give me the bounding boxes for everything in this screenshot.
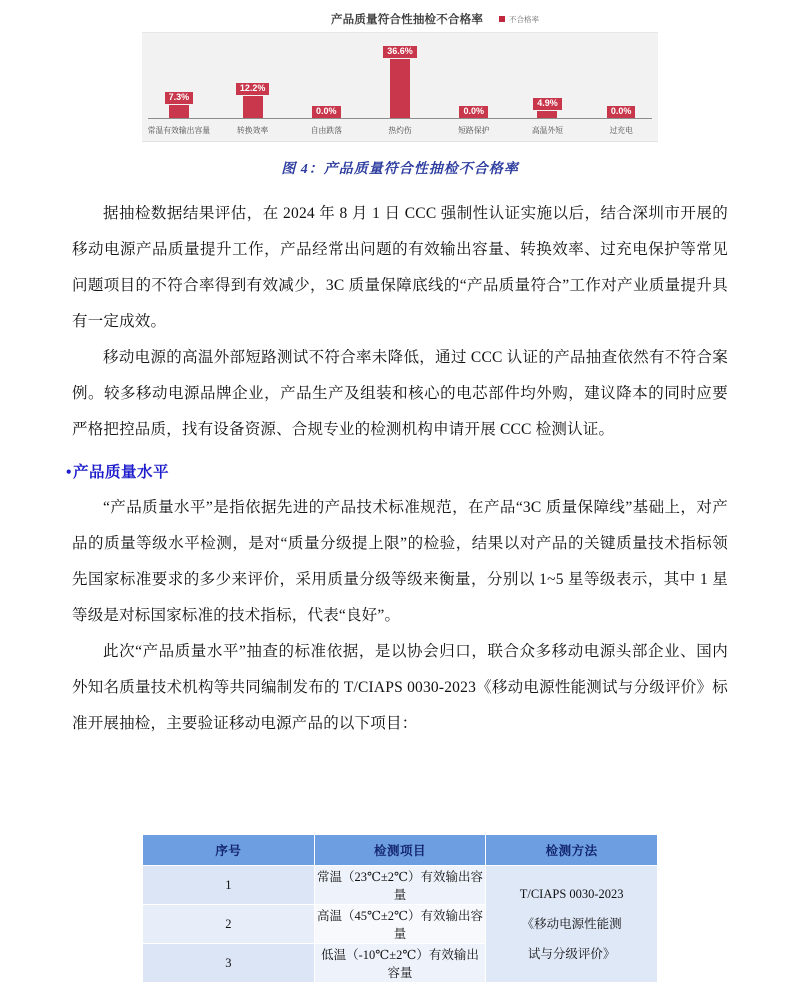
bar-slot bbox=[289, 33, 363, 119]
paragraph: 据抽检数据结果评估，在 2024 年 8 月 1 日 CCC 强制性认证实施以后，结合深圳市开展的移动电源产品质量提升工作，产品经常出问题的有效输出容量、转换效率、过充电保护等常见问题项目的不符合率得到有效减少，3C 质量保障底线的“产品质量符合”工作对产业质量提升具有一定成效。 bbox=[72, 205, 728, 330]
bar-value-label: 36.6% bbox=[383, 46, 417, 58]
bar-value-label: 0.0% bbox=[607, 106, 636, 118]
method-standard-line-2: 试与分级评价》 bbox=[527, 947, 616, 961]
paragraph: 此次“产品质量水平”抽查的标准依据，是以协会归口，联合众多移动电源头部企业、国内外知名质量技术机构等共同编制发布的 T/CIAPS 0030-2023《移动电源性能测试与分级评价》标准开展抽检，主要验证移动电源产品的以下项目： bbox=[72, 643, 728, 732]
table-header-row bbox=[143, 835, 658, 866]
table-cell-no: 3 bbox=[143, 944, 315, 983]
category-label: 过充电 bbox=[609, 125, 633, 135]
section-heading-label: 产品质量水平 bbox=[72, 464, 169, 481]
table-cell-no: 1 bbox=[143, 866, 315, 905]
bar-slot bbox=[142, 33, 216, 119]
chart-bars bbox=[142, 33, 658, 119]
bar-rect bbox=[243, 96, 263, 119]
bar-slot bbox=[584, 33, 658, 119]
category-label: 常温有效输出容量 bbox=[147, 125, 211, 135]
bar-value-label: 7.3% bbox=[165, 92, 194, 104]
category-label: 热灼伤 bbox=[388, 125, 412, 135]
chart-axis-line bbox=[148, 118, 652, 119]
bullet-icon: • bbox=[66, 464, 72, 481]
table-cell-item: 常温（23℃±2℃）有效输出容量 bbox=[314, 866, 486, 905]
table-cell-method bbox=[486, 866, 658, 983]
table-header-cell: 检测项目 bbox=[314, 835, 486, 866]
table-cell-item: 低温（-10℃±2℃）有效输出容量 bbox=[314, 944, 486, 983]
method-standard-line-1: 《移动电源性能测 bbox=[521, 917, 622, 931]
category-label: 转换效率 bbox=[236, 125, 269, 135]
bar-value-label: 0.0% bbox=[459, 106, 488, 118]
legend-label: 不合格率 bbox=[509, 14, 540, 24]
table-cell-item: 高温（45℃±2℃）有效输出容量 bbox=[314, 905, 486, 944]
bar-value-label: 0.0% bbox=[312, 106, 341, 118]
table-row bbox=[143, 866, 658, 905]
table-cell-no: 2 bbox=[143, 905, 315, 944]
figure-caption: 图 4：产品质量符合性抽检不合格率 bbox=[281, 162, 519, 177]
chart-card bbox=[142, 6, 658, 142]
figure-4-chart bbox=[142, 6, 658, 142]
chart-category-axis bbox=[142, 119, 658, 142]
chart-title: 产品质量符合性抽检不合格率 bbox=[330, 14, 484, 26]
legend-swatch-icon bbox=[499, 16, 505, 22]
chart-header bbox=[142, 6, 658, 32]
bar-value-label: 12.2% bbox=[236, 83, 270, 95]
document-body bbox=[66, 196, 728, 742]
method-code: T/CIAPS 0030-2023 bbox=[519, 887, 624, 901]
bar-slot bbox=[216, 33, 290, 119]
paragraph: 移动电源的高温外部短路测试不符合率未降低，通过 CCC 认证的产品抽查依然有不符合案例。较多移动电源品牌企业，产品生产及组装和核心的电芯部件均外购，建议降本的同时应要严格把控品质，找有设备资源、合规专业的检测机构申请开展 CCC 检测认证。 bbox=[72, 349, 728, 438]
detection-items-table bbox=[142, 834, 658, 983]
chart-plot-area bbox=[142, 32, 658, 119]
paragraph: “产品质量水平”是指依据先进的产品技术标准规范，在产品“3C 质量保障线”基础上，对产品的质量等级水平检测，是对“质量分级提上限”的检验，结果以对产品的关键质量技术指标领先国家标准要求的多少来评价，采用质量分级等级来衡量，分别以 1~5 星等级表示，其中 1 星等级是对标国家标准的技术指标，代表“良好”。 bbox=[72, 499, 728, 624]
detection-items-table-wrap bbox=[142, 834, 658, 983]
table-header-cell: 序号 bbox=[143, 835, 315, 866]
section-heading bbox=[66, 456, 728, 490]
bar-rect bbox=[169, 105, 189, 119]
bar-slot bbox=[363, 33, 437, 119]
category-label: 短路保护 bbox=[458, 125, 490, 135]
table-header-cell: 检测方法 bbox=[486, 835, 658, 866]
category-label: 自由跌落 bbox=[310, 125, 342, 135]
chart-legend bbox=[499, 14, 539, 25]
bar-slot bbox=[437, 33, 511, 119]
bar-slot bbox=[511, 33, 585, 119]
bar-rect bbox=[390, 59, 410, 119]
bar-value-label: 4.9% bbox=[533, 98, 562, 110]
category-label: 高温外短 bbox=[531, 125, 564, 135]
